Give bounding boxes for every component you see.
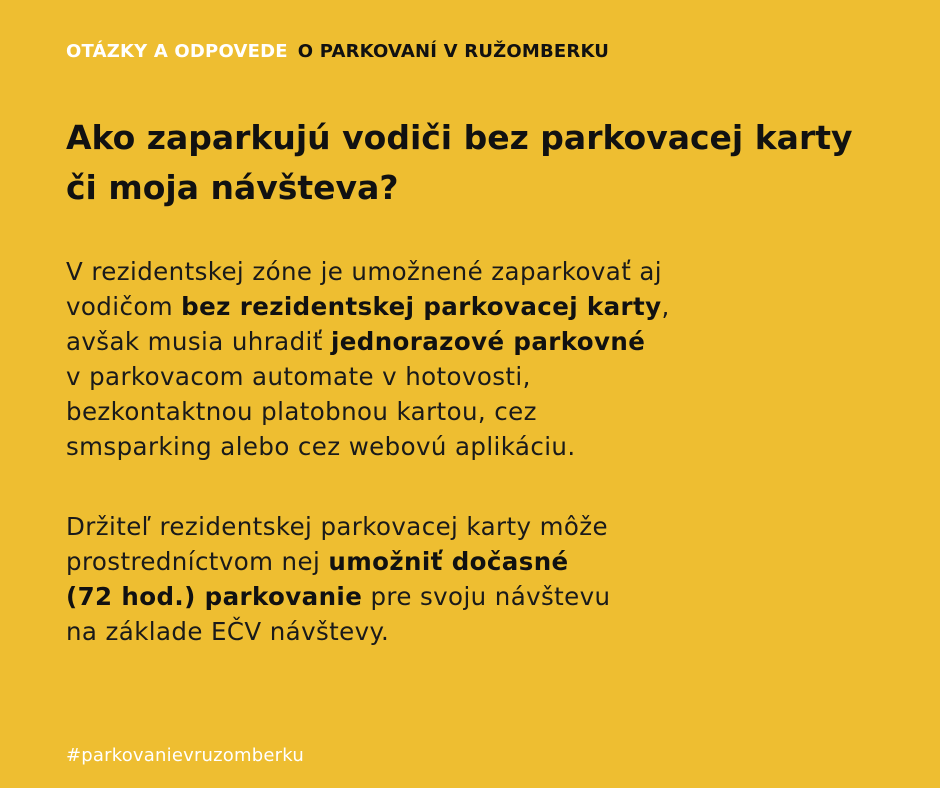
text-line: v parkovacom automate v hotovosti, [66,362,531,391]
emphasis-text: jednorazové parkovné [330,327,646,356]
emphasis-text: (72 hod.) parkovanie [66,582,363,611]
header-kicker [66,41,609,62]
text-line: , [661,292,670,321]
text-line: vodičom [66,292,182,321]
text-line: smsparking alebo cez webovú aplikáciu. [66,432,576,461]
answer-paragraph-1 [66,254,670,464]
page-title: Ako zaparkujú vodiči bez parkovacej karty či moja návšteva? [66,118,853,207]
hashtag: #parkovanievruzomberku [66,745,304,766]
text-line: na základe EČV návštevy. [66,617,390,646]
emphasis-text: bez rezidentskej parkovacej karty [181,292,662,321]
emphasis-text: umožniť dočasné [328,547,569,576]
text-line: avšak musia uhradiť [66,327,331,356]
answer-paragraph-2 [66,509,610,649]
text-line: V rezidentskej zóne je umožnené zaparkovať aj [66,257,663,286]
text-line: prostredníctvom nej [66,547,329,576]
kicker-label: OTÁZKY A ODPOVEDE [66,41,288,62]
kicker-topic: O PARKOVANÍ V RUŽOMBERKU [297,41,610,62]
text-line: Držiteľ rezidentskej parkovacej karty môže [66,512,608,541]
text-line: pre svoju návštevu [362,582,611,611]
text-line: bezkontaktnou platobnou kartou, cez [66,397,537,426]
